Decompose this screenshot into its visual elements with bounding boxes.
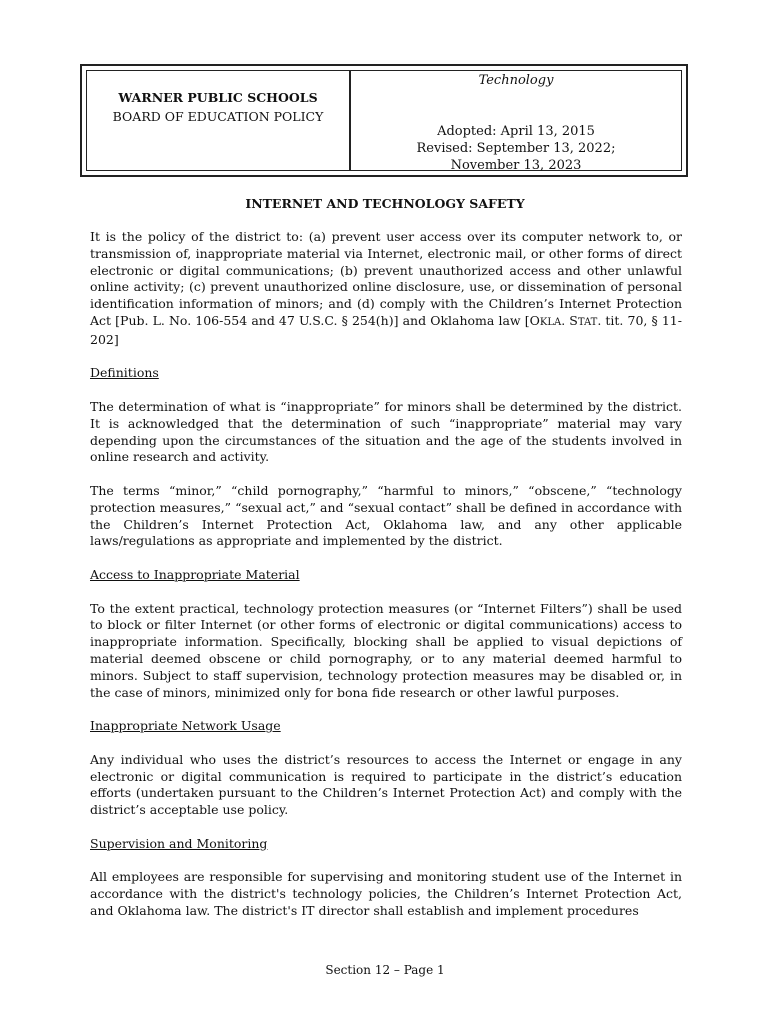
heading-network-usage: Inappropriate Network Usage <box>90 718 281 734</box>
revised-date-1: Revised: September 13, 2022; <box>416 141 616 156</box>
revised-date-2: November 13, 2023 <box>450 158 582 173</box>
policy-header-inner <box>86 70 682 171</box>
access-paragraph: To the extent practical, technology protection measures (or “Internet Filters”) shall be used to block or filter Internet (or other forms of electronic or digital communications) access to inappropriate information. Specifically, blocking shall be applied to visual depictions of material deemed obscene or child pornography, or to any material deemed harmful to minors. Subject to staff supervision, technology protection measures may be disabled or, in the case of minors, minimized only for bona fide research or other lawful purposes. <box>90 600 682 700</box>
policy-header-left <box>87 71 351 170</box>
policy-title: INTERNET AND TECHNOLOGY SAFETY <box>245 196 525 211</box>
intro-text: It is the policy of the district to: (a) prevent user access over its computer network to, or transmission of, inappropriate material via Internet, electronic mail, or other forms of direct electronic or digital communications; (b) prevent unauthorized access and other unlawful online activity; (c) prevent unauthorized online disclosure, use, or dissemination of personal identification information of minors; and (d) comply with the Children’s Internet Protection Act [Pub. L. No. 106-554 and 47 U.S.C. § 254(h)] and Oklahoma law [ <box>90 229 682 328</box>
heading-definitions: Definitions <box>90 365 159 381</box>
intro-paragraph <box>90 229 682 349</box>
definitions-paragraph-2: The terms “minor,” “child pornography,” “harmful to minors,” “obscene,” “technology protection measures,” “sexual act,” and “sexual contact” shall be defined in accordance with the Children’s Internet Protection Act, Oklahoma law, and any other applicable laws/regulations as appropriate and implemented by the district. <box>90 482 682 549</box>
okla-smallcaps: KLA <box>539 316 562 328</box>
supervision-paragraph: All employees are responsible for supervising and monitoring student use of the Internet in accordance with the district's technology policies, the Children’s Internet Protection Act, and Oklahoma law. The district's IT director shall establish and implement procedures <box>90 869 682 918</box>
policy-header-right <box>351 71 681 173</box>
policy-header-box <box>80 64 688 177</box>
definitions-paragraph-1: The determination of what is “inappropriate” for minors shall be determined by the district. It is acknowledged that the determination of such “inappropriate” material may vary depending upon the circumstances of the situation and the age of the students involved in online research and activity. <box>90 398 682 465</box>
heading-supervision: Supervision and Monitoring <box>90 835 268 851</box>
page-footer: Section 12 – Page 1 <box>325 963 445 977</box>
board-policy-label: BOARD OF EDUCATION POLICY <box>112 109 324 124</box>
policy-body <box>90 229 682 936</box>
network-usage-paragraph: Any individual who uses the district’s resources to access the Internet or engage in any electronic or digital communication is required to participate in the district’s education efforts (undertaken pursuant to the Children’s Internet Protection Act) and comply with the district’s acceptable use policy. <box>90 751 682 818</box>
district-name: WARNER PUBLIC SCHOOLS <box>118 90 318 105</box>
citation-end: . tit. 70, § 11-202] <box>90 312 682 347</box>
stat-smallcaps: TAT <box>577 316 598 328</box>
policy-category: Technology <box>478 73 554 88</box>
okla-o: O <box>529 312 540 328</box>
policy-dates <box>351 123 681 174</box>
heading-access: Access to Inappropriate Material <box>90 566 300 582</box>
stat-s: . S <box>561 312 578 328</box>
adopted-date: Adopted: April 13, 2015 <box>437 124 595 139</box>
